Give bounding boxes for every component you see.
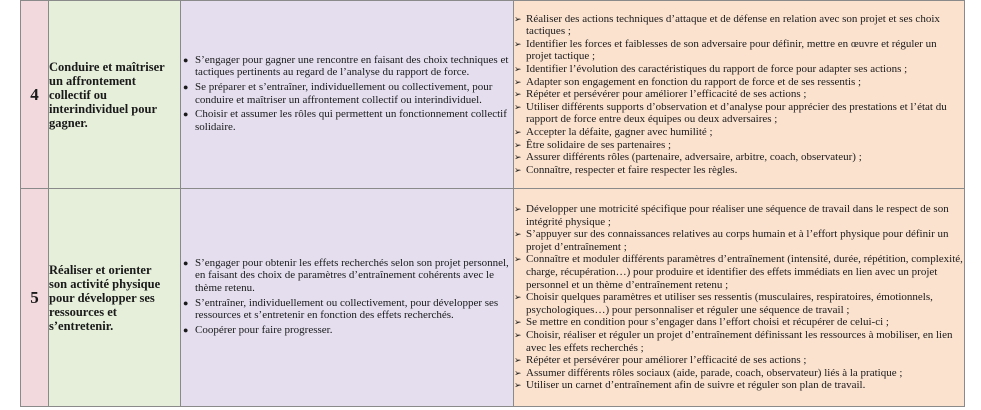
arrow-bullet-icon: ➢	[514, 89, 522, 100]
list-item	[514, 367, 964, 380]
objectives-list	[181, 54, 513, 134]
arrow-bullet-icon: ➢	[514, 139, 522, 150]
list-item-text: Répéter et persévérer pour améliorer l’efficacité de ses actions ;	[526, 88, 807, 101]
bullet-dot-icon: ●	[183, 81, 189, 92]
objectives-cell	[181, 189, 514, 407]
table-row-4	[21, 1, 965, 189]
list-item	[181, 257, 513, 295]
list-item	[514, 13, 964, 38]
list-item-text: Choisir quelques paramètres et utiliser ses ressentis (musculaires, respiratoires, émotionnels, psychologiques…) pour personnaliser et réguler une séquence de travail ;	[526, 291, 933, 316]
list-item-text: Assumer différents rôles sociaux (aide, parade, coach, observateur) liés à la pratique ;	[526, 366, 903, 379]
arrow-bullet-icon: ➢	[514, 164, 522, 175]
list-item	[514, 76, 964, 89]
arrow-bullet-icon: ➢	[514, 355, 522, 366]
arrow-bullet-icon: ➢	[514, 64, 522, 75]
list-item-text: S’entraîner, individuellement ou collectivement, pour développer ses ressources et s’entretenir en fonction des effets recherchés.	[195, 296, 499, 322]
list-item	[514, 354, 964, 367]
list-item-text: Coopérer pour faire progresser.	[195, 323, 333, 336]
list-item	[514, 316, 964, 329]
list-item	[514, 203, 964, 228]
list-item-text: Se préparer et s’entraîner, individuellement ou collectivement, pour conduire et maîtriser un affrontement collectif ou interindividuel.	[195, 80, 493, 106]
list-item	[514, 63, 964, 76]
skills-cell	[514, 189, 965, 407]
list-item-text: Se mettre en condition pour s’engager dans l’effort choisi et récupérer de celui-ci ;	[526, 316, 889, 329]
arrow-bullet-icon: ➢	[514, 292, 522, 303]
row-title-cell	[49, 189, 181, 407]
list-item	[514, 329, 964, 354]
list-item-text: Utiliser différents supports d’observation et d’analyse pour apprécier des prestations et l’état du rapport de force entre deux équipes ou deux adversaires ;	[526, 100, 947, 126]
skills-cell	[514, 1, 965, 189]
list-item	[514, 88, 964, 101]
arrow-bullet-icon: ➢	[514, 101, 522, 112]
list-item	[514, 164, 964, 177]
row-title: Réaliser et orienter son activité physique pour développer ses ressources et s’entretenir.	[49, 262, 161, 333]
list-item	[514, 228, 964, 253]
row-number: 4	[21, 1, 49, 189]
arrow-bullet-icon: ➢	[514, 152, 522, 163]
list-item	[514, 253, 964, 291]
list-item-text: Connaître, respecter et faire respecter les règles.	[526, 163, 738, 176]
list-item-text: Choisir et assumer les rôles qui permettent un fonctionnement collectif solidaire.	[195, 108, 507, 133]
list-item-text: Identifier les forces et faiblesses de son adversaire pour définir, mettre en œuvre et réguler un projet tactique ;	[526, 37, 937, 63]
arrow-bullet-icon: ➢	[514, 229, 522, 240]
bullet-dot-icon: ●	[183, 54, 189, 65]
list-item	[514, 101, 964, 126]
list-item-text: Connaître et moduler différents paramètres d’entraînement (intensité, durée, répétition, complexité, charge, récupération…) pour produire et identifier des effets immédiats en lien avec un projet personnel et un thème d’entraînement retenu ;	[526, 253, 963, 291]
competency-table	[20, 0, 965, 407]
list-item	[181, 81, 513, 106]
list-item-text: Identifier l’évolution des caractéristiques du rapport de force pour adapter ses actions ;	[526, 63, 908, 76]
arrow-bullet-icon: ➢	[514, 329, 522, 340]
list-item	[514, 291, 964, 316]
list-item-text: Assurer différents rôles (partenaire, adversaire, arbitre, coach, observateur) ;	[526, 151, 862, 164]
list-item	[514, 151, 964, 164]
list-item-text: Utiliser un carnet d’entraînement afin de suivre et réguler son plan de travail.	[526, 379, 866, 392]
list-item-text: Développer une motricité spécifique pour réaliser une séquence de travail dans le respect de son intégrité physique ;	[526, 203, 949, 228]
list-item	[181, 108, 513, 133]
list-item-text: S’engager pour gagner une rencontre en faisant des choix techniques et tactiques pertinents au regard de l’analyse du rapport de force.	[195, 53, 509, 79]
arrow-bullet-icon: ➢	[514, 367, 522, 378]
list-item-text: S’appuyer sur des connaissances relatives au corps humain et à l’effort physique pour définir un projet d’entraînement ;	[526, 228, 949, 253]
arrow-bullet-icon: ➢	[514, 126, 522, 137]
objectives-cell	[181, 1, 514, 189]
row-title-cell	[49, 1, 181, 189]
list-item	[514, 139, 964, 152]
arrow-bullet-icon: ➢	[514, 254, 522, 265]
arrow-bullet-icon: ➢	[514, 13, 522, 24]
list-item	[514, 379, 964, 392]
list-item	[181, 297, 513, 322]
list-item-text: Adapter son engagement en fonction du rapport de force et de ses ressentis ;	[526, 75, 862, 88]
list-item-text: Répéter et persévérer pour améliorer l’efficacité de ses actions ;	[526, 354, 807, 367]
bullet-dot-icon: ●	[183, 324, 189, 335]
arrow-bullet-icon: ➢	[514, 380, 522, 391]
arrow-bullet-icon: ➢	[514, 38, 522, 49]
bullet-dot-icon: ●	[183, 257, 189, 268]
list-item-text: Choisir, réaliser et réguler un projet d’entraînement définissant les ressources à mobiliser, en lien avec les effets recherchés ;	[526, 328, 953, 354]
list-item-text: S’engager pour obtenir les effets recherchés selon son projet personnel, en faisant des choix de paramètres d’entraînement cohérents avec le thème retenu.	[195, 256, 509, 294]
list-item-text: Accepter la défaite, gagner avec humilité ;	[526, 125, 713, 138]
row-title: Conduire et maîtriser un affrontement collectif ou interindividuel pour gagner.	[49, 59, 165, 130]
arrow-bullet-icon: ➢	[514, 204, 522, 215]
row-number: 5	[21, 189, 49, 407]
list-item	[181, 324, 513, 337]
skills-list	[514, 13, 964, 177]
bullet-dot-icon: ●	[183, 297, 189, 308]
bullet-dot-icon: ●	[183, 109, 189, 120]
list-item-text: Réaliser des actions techniques d’attaque et de défense en relation avec son projet et ses choix tactiques ;	[526, 12, 940, 38]
list-item	[181, 54, 513, 79]
list-item-text: Être solidaire de ses partenaires ;	[526, 138, 672, 151]
arrow-bullet-icon: ➢	[514, 76, 522, 87]
list-item	[514, 126, 964, 139]
arrow-bullet-icon: ➢	[514, 317, 522, 328]
objectives-list	[181, 257, 513, 337]
list-item	[514, 38, 964, 63]
skills-list	[514, 203, 964, 392]
table-row-5	[21, 189, 965, 407]
